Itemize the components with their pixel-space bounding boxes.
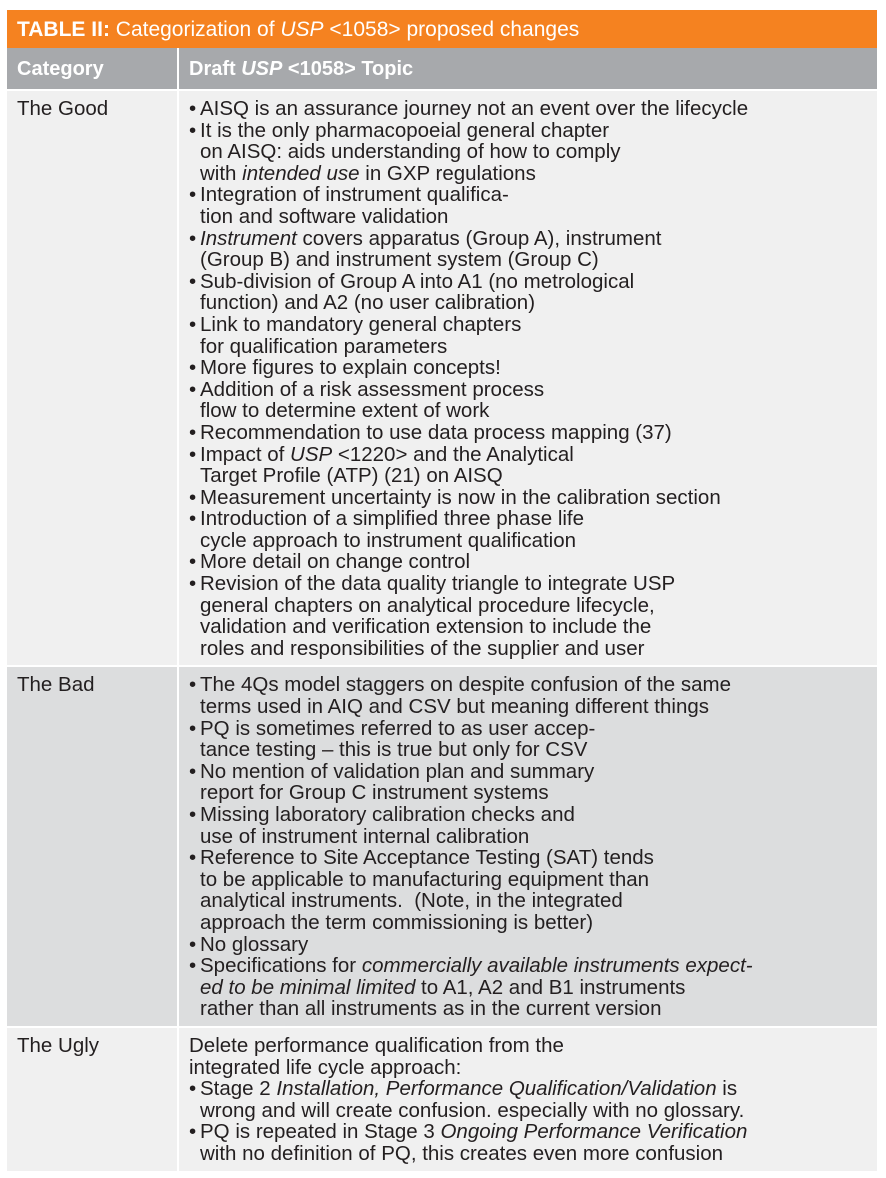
text-line: [189, 890, 877, 912]
bullet-item: [189, 1078, 877, 1100]
topic-cell: [179, 91, 877, 665]
bullet-item: [189, 444, 877, 466]
bullet-icon: •: [189, 1077, 197, 1101]
text: validation and verification extension to include the: [200, 615, 652, 639]
text: No glossary: [200, 932, 309, 956]
text: More figures to explain concepts!: [200, 356, 501, 380]
bullet-item: [189, 761, 877, 783]
bullet-item: [189, 314, 877, 336]
text: Target Profile (ATP) (21) on AISQ: [200, 464, 503, 488]
header-topic-post: <1058> Topic: [282, 58, 414, 80]
bullet-icon: •: [189, 442, 197, 466]
text: Delete performance qualification from the: [189, 1033, 564, 1057]
table-body: [7, 91, 877, 1173]
header-category: Category: [7, 48, 179, 89]
table-row: [7, 1028, 877, 1173]
text: Introduction of a simplified three phase life: [200, 507, 585, 531]
bullet-item: [189, 379, 877, 401]
text: tance testing – this is true but only for CSV: [200, 738, 588, 762]
table-title: [7, 10, 877, 48]
bullet-icon: •: [189, 356, 197, 380]
bullet-item: [189, 184, 877, 206]
text-line: [189, 977, 877, 999]
bullet-icon: •: [189, 550, 197, 574]
text: to be applicable to manufacturing equipment than: [200, 867, 650, 891]
bullet-item: [189, 271, 877, 293]
text: Addition of a risk assessment process: [200, 377, 545, 401]
title-text: Categorization of: [109, 18, 281, 41]
bullet-item: [189, 718, 877, 740]
text: cycle approach to instrument qualification: [200, 528, 577, 552]
text: wrong and will create confusion. especially with no glossary.: [200, 1098, 745, 1122]
bullet-item: [189, 422, 877, 444]
text: on AISQ: aids understanding of how to comply: [200, 140, 621, 164]
text: to A1, A2 and B1 instruments: [415, 975, 686, 999]
text: Integration of instrument qualifica-: [200, 183, 509, 207]
text-line: [189, 616, 877, 638]
bullet-icon: •: [189, 716, 197, 740]
text: in GXP regulations: [359, 161, 536, 185]
bullet-icon: •: [189, 759, 197, 783]
text: <1220> and the Analytical: [332, 442, 574, 466]
text-line: [189, 998, 877, 1020]
category-cell: The Good: [7, 91, 179, 665]
bullet-icon: •: [189, 673, 197, 697]
text-line: [189, 465, 877, 487]
bullet-icon: •: [189, 97, 197, 120]
italic-text: Ongoing Performance Verification: [440, 1120, 748, 1144]
topic-cell: [179, 667, 877, 1026]
bullet-icon: •: [189, 269, 197, 293]
title-text-end: <1058> proposed changes: [323, 18, 580, 41]
category-cell: The Ugly: [7, 1028, 179, 1171]
bullet-item: [189, 228, 877, 250]
bullet-item: [189, 934, 877, 956]
bullet-icon: •: [189, 118, 197, 142]
text: Reference to Site Acceptance Testing (SAT) tends: [200, 846, 654, 870]
text-line: [189, 530, 877, 552]
header-topic-pre: Draft: [189, 58, 242, 80]
italic-text: Instrument: [200, 226, 297, 250]
text: Impact of: [200, 442, 291, 466]
text: No mention of validation plan and summary: [200, 759, 595, 783]
text: Missing laboratory calibration checks and: [200, 803, 575, 826]
text: Sub-division of Group A into A1 (no metrological: [200, 269, 635, 293]
text-line: [189, 782, 877, 804]
table-number: TABLE II:: [17, 18, 110, 41]
bullet-icon: •: [189, 572, 197, 596]
bullet-item: [189, 98, 877, 120]
text-line: [189, 1035, 877, 1057]
bullet-icon: •: [189, 312, 197, 336]
text: Stage 2: [200, 1077, 277, 1101]
italic-text: intended use: [242, 161, 360, 185]
text-line: [189, 1143, 877, 1165]
text-line: [189, 141, 877, 163]
bullet-item: [189, 955, 877, 977]
italic-text: commercially available instruments expect-: [361, 954, 753, 978]
text: use of instrument internal calibration: [200, 824, 530, 848]
text: It is the only pharmacopoeial general chapter: [200, 118, 610, 142]
text-line: [189, 638, 877, 660]
text-line: [189, 336, 877, 358]
italic-text: Installation, Performance Qualification/Validation: [276, 1077, 717, 1101]
bullet-icon: •: [189, 183, 197, 207]
bullet-icon: •: [189, 507, 197, 531]
bullet-item: [189, 551, 877, 573]
text: (Group B) and instrument system (Group C): [200, 248, 599, 272]
text: with: [200, 161, 243, 185]
text: approach the term commissioning is better): [200, 910, 594, 934]
text: general chapters on analytical procedure lifecycle,: [200, 593, 655, 617]
text: is: [716, 1077, 738, 1101]
text: function) and A2 (no user calibration): [200, 291, 536, 315]
italic-text: USP: [290, 442, 333, 466]
text-line: [189, 1057, 877, 1079]
text-line: [189, 400, 877, 422]
bullet-icon: •: [189, 1120, 197, 1144]
text: tion and software validation: [200, 204, 449, 228]
text-line: [189, 206, 877, 228]
text: with no definition of PQ, this creates even more confusion: [200, 1141, 724, 1165]
bullet-item: [189, 804, 877, 826]
bullet-icon: •: [189, 485, 197, 509]
bullet-item: [189, 508, 877, 530]
topic-cell: [179, 1028, 877, 1171]
text: flow to determine extent of work: [200, 399, 490, 423]
title-italic: USP: [280, 18, 324, 41]
text: PQ is repeated in Stage 3: [200, 1120, 441, 1144]
text: Specifications for: [200, 954, 362, 978]
bullet-icon: •: [189, 377, 197, 401]
text-line: [189, 739, 877, 761]
text: Link to mandatory general chapters: [200, 312, 522, 336]
text-line: [189, 869, 877, 891]
text: report for Group C instrument systems: [200, 781, 549, 805]
text: integrated life cycle approach:: [189, 1055, 462, 1079]
bullet-item: [189, 120, 877, 142]
text-line: [189, 163, 877, 185]
text: terms used in AIQ and CSV but meaning different things: [200, 695, 709, 719]
text: PQ is sometimes referred to as user accep-: [200, 716, 596, 740]
italic-text: ed to be minimal limited: [200, 975, 416, 999]
header-topic: [179, 48, 877, 89]
text: More detail on change control: [200, 550, 471, 574]
text: Measurement uncertainty is now in the calibration section: [200, 485, 721, 509]
text: Recommendation to use data process mapping (37): [200, 420, 672, 444]
bullet-icon: •: [189, 420, 197, 444]
text-line: [189, 1100, 877, 1122]
text: rather than all instruments as in the current version: [200, 997, 662, 1021]
text-line: [189, 595, 877, 617]
text: for qualification parameters: [200, 334, 448, 358]
bullet-icon: •: [189, 803, 197, 826]
table-header: [7, 48, 877, 91]
bullet-item: [189, 1121, 877, 1143]
text: covers apparatus (Group A), instrument: [296, 226, 662, 250]
text-line: [189, 696, 877, 718]
text: analytical instruments. (Note, in the integrated: [200, 889, 623, 913]
text-line: [189, 292, 877, 314]
bullet-item: [189, 573, 877, 595]
bullet-item: [189, 487, 877, 509]
bullet-item: [189, 357, 877, 379]
table-row: [7, 91, 877, 667]
text: AISQ is an assurance journey not an event over the lifecycle: [200, 97, 749, 120]
text-line: [189, 912, 877, 934]
text: Revision of the data quality triangle to integrate USP: [200, 572, 676, 596]
text-line: [189, 826, 877, 848]
bullet-icon: •: [189, 954, 197, 978]
table: [7, 10, 877, 1173]
bullet-icon: •: [189, 932, 197, 956]
text: roles and responsibilities of the supplier and user: [200, 636, 645, 660]
table-row: [7, 667, 877, 1028]
header-topic-italic: USP: [241, 58, 283, 80]
bullet-icon: •: [189, 226, 197, 250]
bullet-item: [189, 674, 877, 696]
bullet-icon: •: [189, 846, 197, 870]
text: The 4Qs model staggers on despite confusion of the same: [200, 673, 732, 697]
category-cell: The Bad: [7, 667, 179, 1026]
bullet-item: [189, 847, 877, 869]
text-line: [189, 249, 877, 271]
